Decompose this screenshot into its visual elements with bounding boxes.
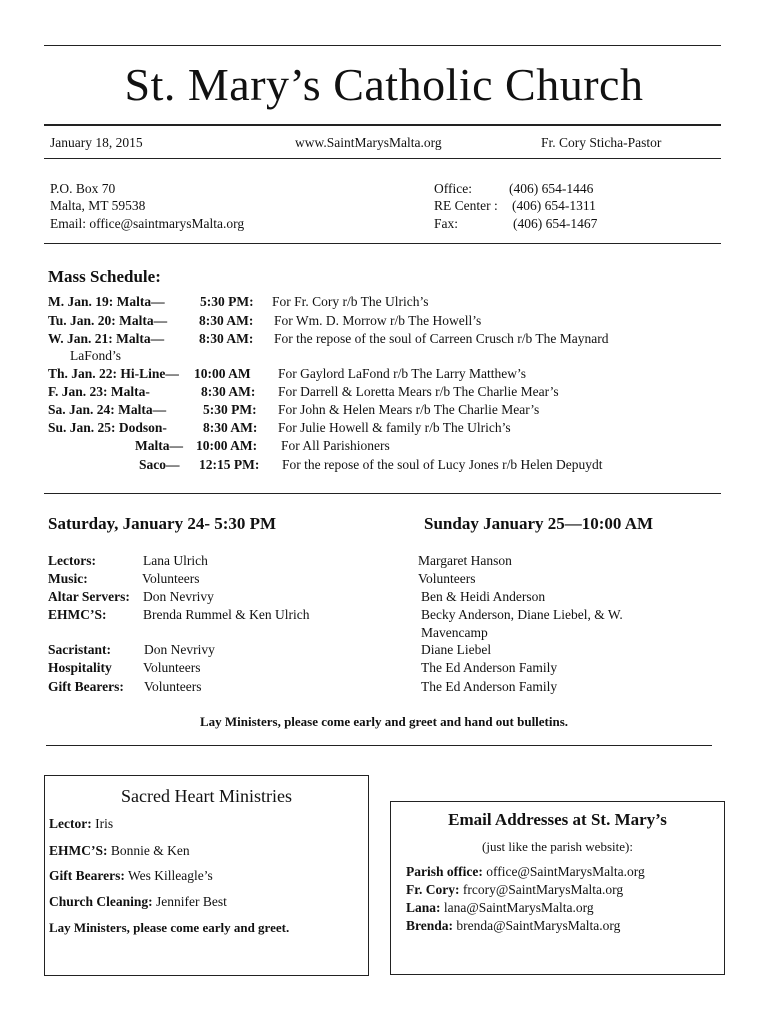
contact-rule [44, 243, 721, 244]
mass-intention: For John & Helen Mears r/b The Charlie Mear’s [278, 402, 540, 417]
mass-row [48, 294, 165, 310]
mass-day: Malta— [135, 438, 183, 453]
top-rule [44, 45, 721, 46]
bulletin-date: January 18, 2015 [50, 135, 143, 150]
sunday-minister: Becky Anderson, Diane Liebel, & W. [421, 607, 623, 622]
mass-intention: For Wm. D. Morrow r/b The Howell’s [274, 313, 482, 328]
sunday-minister-continued: Mavencamp [421, 625, 488, 640]
cory-email-label: Fr. Cory: [406, 882, 460, 897]
saturday-minister: Volunteers [143, 660, 201, 675]
brenda-email-line [406, 918, 620, 934]
lana-email-line [406, 900, 594, 916]
parish-email-label: Parish office: [406, 864, 483, 879]
saturday-minister: Volunteers [144, 679, 202, 694]
sacred-heart-note: Lay Ministers, please come early and greet. [49, 920, 290, 935]
page-title: St. Mary’s Catholic Church [124, 59, 644, 110]
mass-schedule-heading: Mass Schedule: [48, 267, 161, 286]
minister-role: Hospitality [48, 660, 112, 675]
fax-label: Fax: [434, 216, 459, 231]
gift-bearers-line [49, 868, 213, 884]
mass-intention: For the repose of the soul of Lucy Jones r/b Helen Depuydt [282, 457, 603, 472]
ehmc-label: EHMC’S: [49, 843, 108, 858]
mass-day: M. Jan. 19: Malta— [48, 294, 165, 309]
schedule-rule [44, 493, 721, 494]
lector-label: Lector: [49, 816, 92, 831]
saturday-minister: Don Nevrivy [143, 589, 214, 604]
fax-phone: (406) 654-1467 [513, 216, 598, 231]
sunday-minister: The Ed Anderson Family [421, 679, 558, 694]
minister-role: Music: [48, 571, 88, 586]
email-box-title: Email Addresses at St. Mary’s [448, 810, 667, 829]
address-line-2: Malta, MT 59538 [50, 198, 146, 213]
sacred-heart-title: Sacred Heart Ministries [121, 786, 292, 806]
lector-name: Iris [95, 816, 114, 831]
gift-bearers-names: Wes Killeagle’s [128, 868, 213, 883]
minister-role: Sacristant: [48, 642, 111, 657]
mass-day: Tu. Jan. 20: Malta— [48, 313, 168, 328]
office-phone: (406) 654-1446 [509, 181, 594, 196]
minister-role: Lectors: [48, 553, 96, 568]
mass-time: 8:30 AM: [201, 384, 256, 399]
sunday-minister: Margaret Hanson [418, 553, 512, 568]
saturday-minister: Don Nevrivy [144, 642, 215, 657]
mass-time: 12:15 PM: [199, 457, 260, 472]
lector-line [49, 816, 113, 832]
mass-time: 8:30 AM: [199, 313, 254, 328]
mass-intention: For Darrell & Loretta Mears r/b The Charlie Mear’s [278, 384, 559, 399]
email-addresses-box [390, 801, 725, 975]
ehmc-line [49, 843, 190, 859]
re-center-label: RE Center : [434, 198, 498, 213]
saturday-heading: Saturday, January 24- 5:30 PM [48, 514, 277, 533]
parish-email-line [406, 864, 645, 880]
header-rule [44, 158, 721, 159]
mass-intention: For All Parishioners [281, 438, 390, 453]
minister-role: Gift Bearers: [48, 679, 124, 694]
church-cleaning-label: Church Cleaning: [49, 894, 153, 909]
mass-intention: For Fr. Cory r/b The Ulrich’s [272, 294, 429, 309]
cory-email-line [406, 882, 623, 898]
sunday-heading: Sunday January 25—10:00 AM [424, 514, 654, 533]
mass-day: Saco— [139, 457, 180, 472]
brenda-email-label: Brenda: [406, 918, 454, 933]
sunday-minister: Diane Liebel [421, 642, 492, 657]
mass-time: 5:30 PM: [200, 294, 254, 309]
saturday-minister: Volunteers [142, 571, 200, 586]
title-rule [44, 124, 721, 126]
ministers-rule [46, 745, 712, 746]
sacred-heart-box [44, 775, 369, 976]
parish-email[interactable]: office@SaintMarysMalta.org [486, 864, 645, 879]
mass-day: Su. Jan. 25: Dodson- [48, 420, 167, 435]
lay-ministers-note: Lay Ministers, please come early and greet and hand out bulletins. [199, 714, 569, 729]
minister-role: EHMC’S: [48, 607, 107, 622]
mass-day: F. Jan. 23: Malta- [48, 384, 150, 399]
mass-time: 8:30 AM: [203, 420, 258, 435]
lana-email-label: Lana: [406, 900, 441, 915]
mass-intention: For the repose of the soul of Carreen Crusch r/b The Maynard [274, 331, 609, 346]
lana-email[interactable]: lana@SaintMarysMalta.org [443, 900, 594, 915]
address-line-1: P.O. Box 70 [50, 181, 116, 196]
mass-intention-continued: LaFond’s [70, 348, 122, 363]
sunday-minister: The Ed Anderson Family [421, 660, 558, 675]
office-email[interactable]: office@saintmarysMalta.org [89, 216, 245, 231]
mass-time: 8:30 AM: [199, 331, 254, 346]
email-line [50, 216, 244, 232]
mass-time: 10:00 AM: [196, 438, 258, 453]
saturday-minister: Brenda Rummel & Ken Ulrich [143, 607, 310, 622]
email-box-subtitle: (just like the parish website): [482, 839, 633, 854]
mass-time: 5:30 PM: [203, 402, 257, 417]
church-cleaning-name: Jennifer Best [156, 894, 227, 909]
saturday-minister: Lana Ulrich [143, 553, 208, 568]
gift-bearers-label: Gift Bearers: [49, 868, 125, 883]
mass-day: Th. Jan. 22: Hi-Line— [48, 366, 179, 381]
mass-day: W. Jan. 21: Malta— [48, 331, 165, 346]
mass-intention: For Julie Howell & family r/b The Ulrich’s [278, 420, 511, 435]
website-link[interactable]: www.SaintMarysMalta.org [295, 135, 442, 150]
brenda-email[interactable]: brenda@SaintMarysMalta.org [456, 918, 621, 933]
sunday-minister: Volunteers [418, 571, 476, 586]
re-center-phone: (406) 654-1311 [512, 198, 596, 213]
mass-day: Sa. Jan. 24: Malta— [48, 402, 167, 417]
minister-role: Altar Servers: [48, 589, 130, 604]
mass-time: 10:00 AM [194, 366, 251, 381]
office-label: Office: [434, 181, 472, 196]
pastor-name: Fr. Cory Sticha-Pastor [541, 135, 662, 150]
cory-email[interactable]: frcory@SaintMarysMalta.org [462, 882, 624, 897]
email-label: Email: [50, 216, 86, 231]
sunday-minister: Ben & Heidi Anderson [421, 589, 546, 604]
mass-intention: For Gaylord LaFond r/b The Larry Matthew’s [278, 366, 526, 381]
ehmc-names: Bonnie & Ken [110, 843, 190, 858]
church-cleaning-line [49, 894, 227, 910]
